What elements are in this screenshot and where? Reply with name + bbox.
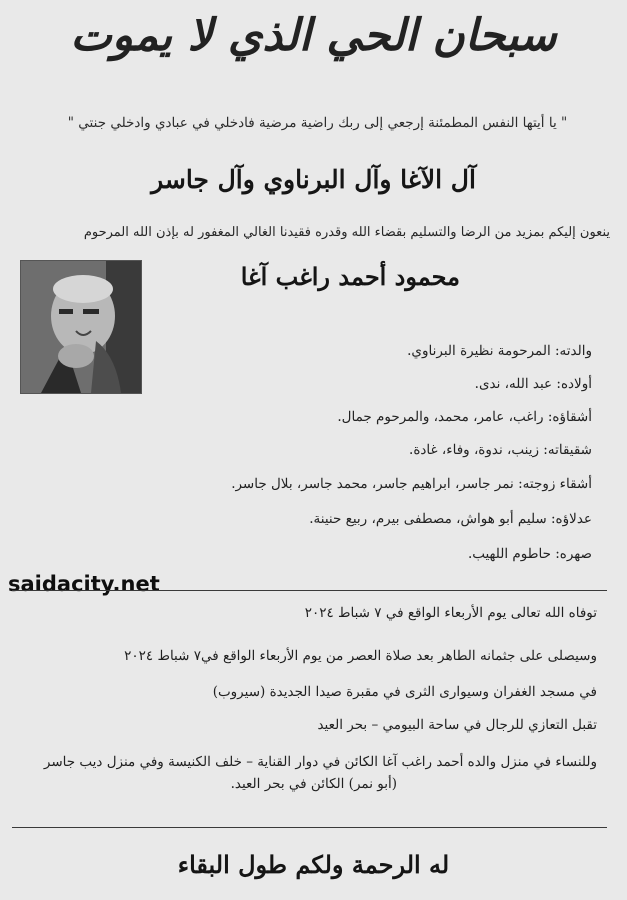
info-line: تقبل التعازي للرجال في ساحة البيومي – بحر العيد [317, 717, 597, 733]
info-line: (أبو نمر) الكائن في بحر العيد. [230, 776, 397, 792]
families-heading: آل الآغا وآل البرناوي وآل جاسر [151, 165, 476, 194]
relative-line: أولاده: عبد الله، ندى. [474, 376, 592, 392]
info-line: وسيصلى على جثمانه الطاهر بعد صلاة العصر من يوم الأربعاء الواقع في٧ شباط ٢٠٢٤ [124, 648, 597, 664]
relative-line: والدته: المرحومة نظيرة البرناوي. [407, 343, 592, 359]
info-line: وللنساء في منزل والده أحمد راغب آغا الكائن في دوار القناية – خلف الكنيسة وفي منزل ديب جاسر [43, 754, 597, 770]
announcement-text: ينعون إليكم بمزيد من الرضا والتسليم بقضاء الله وقدره فقيدنا الغالي المغفور له بإذن الله المرحوم [83, 225, 610, 240]
relative-line: عدلاؤه: سليم أبو هواش، مصطفى بيرم، ربيع حنينة. [309, 511, 592, 527]
deceased-photo [20, 260, 142, 394]
relative-line: صهره: حاطوم اللهيب. [467, 546, 592, 562]
relative-line: أشقاء زوجته: نمر جاسر، ابراهيم جاسر، محمد جاسر، بلال جاسر. [231, 476, 592, 492]
deceased-name: محمود أحمد راغب آغا [240, 262, 460, 291]
relative-line: أشقاؤه: راغب، عامر، محمد، والمرحوم جمال. [337, 409, 592, 425]
info-line: في مسجد الغفران وسيوارى الثرى في مقبرة صيدا الجديدة (سيروب) [212, 684, 597, 700]
quran-verse: " يا أيتها النفس المطمئنة إرجعي إلى ربك راضية مرضية فادخلي في عبادي وادخلي جنتي " [67, 115, 568, 131]
divider-line [12, 827, 607, 828]
divider-line [12, 590, 607, 591]
watermark-text: saidacity.net [8, 572, 160, 596]
portrait-image [21, 261, 141, 393]
closing-phrase: له الرحمة ولكم طول البقاء [177, 850, 450, 879]
info-line: توفاه الله تعالى يوم الأربعاء الواقع في ٧ شباط ٢٠٢٤ [304, 605, 597, 621]
relative-line: شقيقاته: زينب، ندوة، وفاء، غادة. [409, 442, 592, 458]
header-calligraphy: سبحان الحي الذي لا يموت [70, 10, 557, 61]
